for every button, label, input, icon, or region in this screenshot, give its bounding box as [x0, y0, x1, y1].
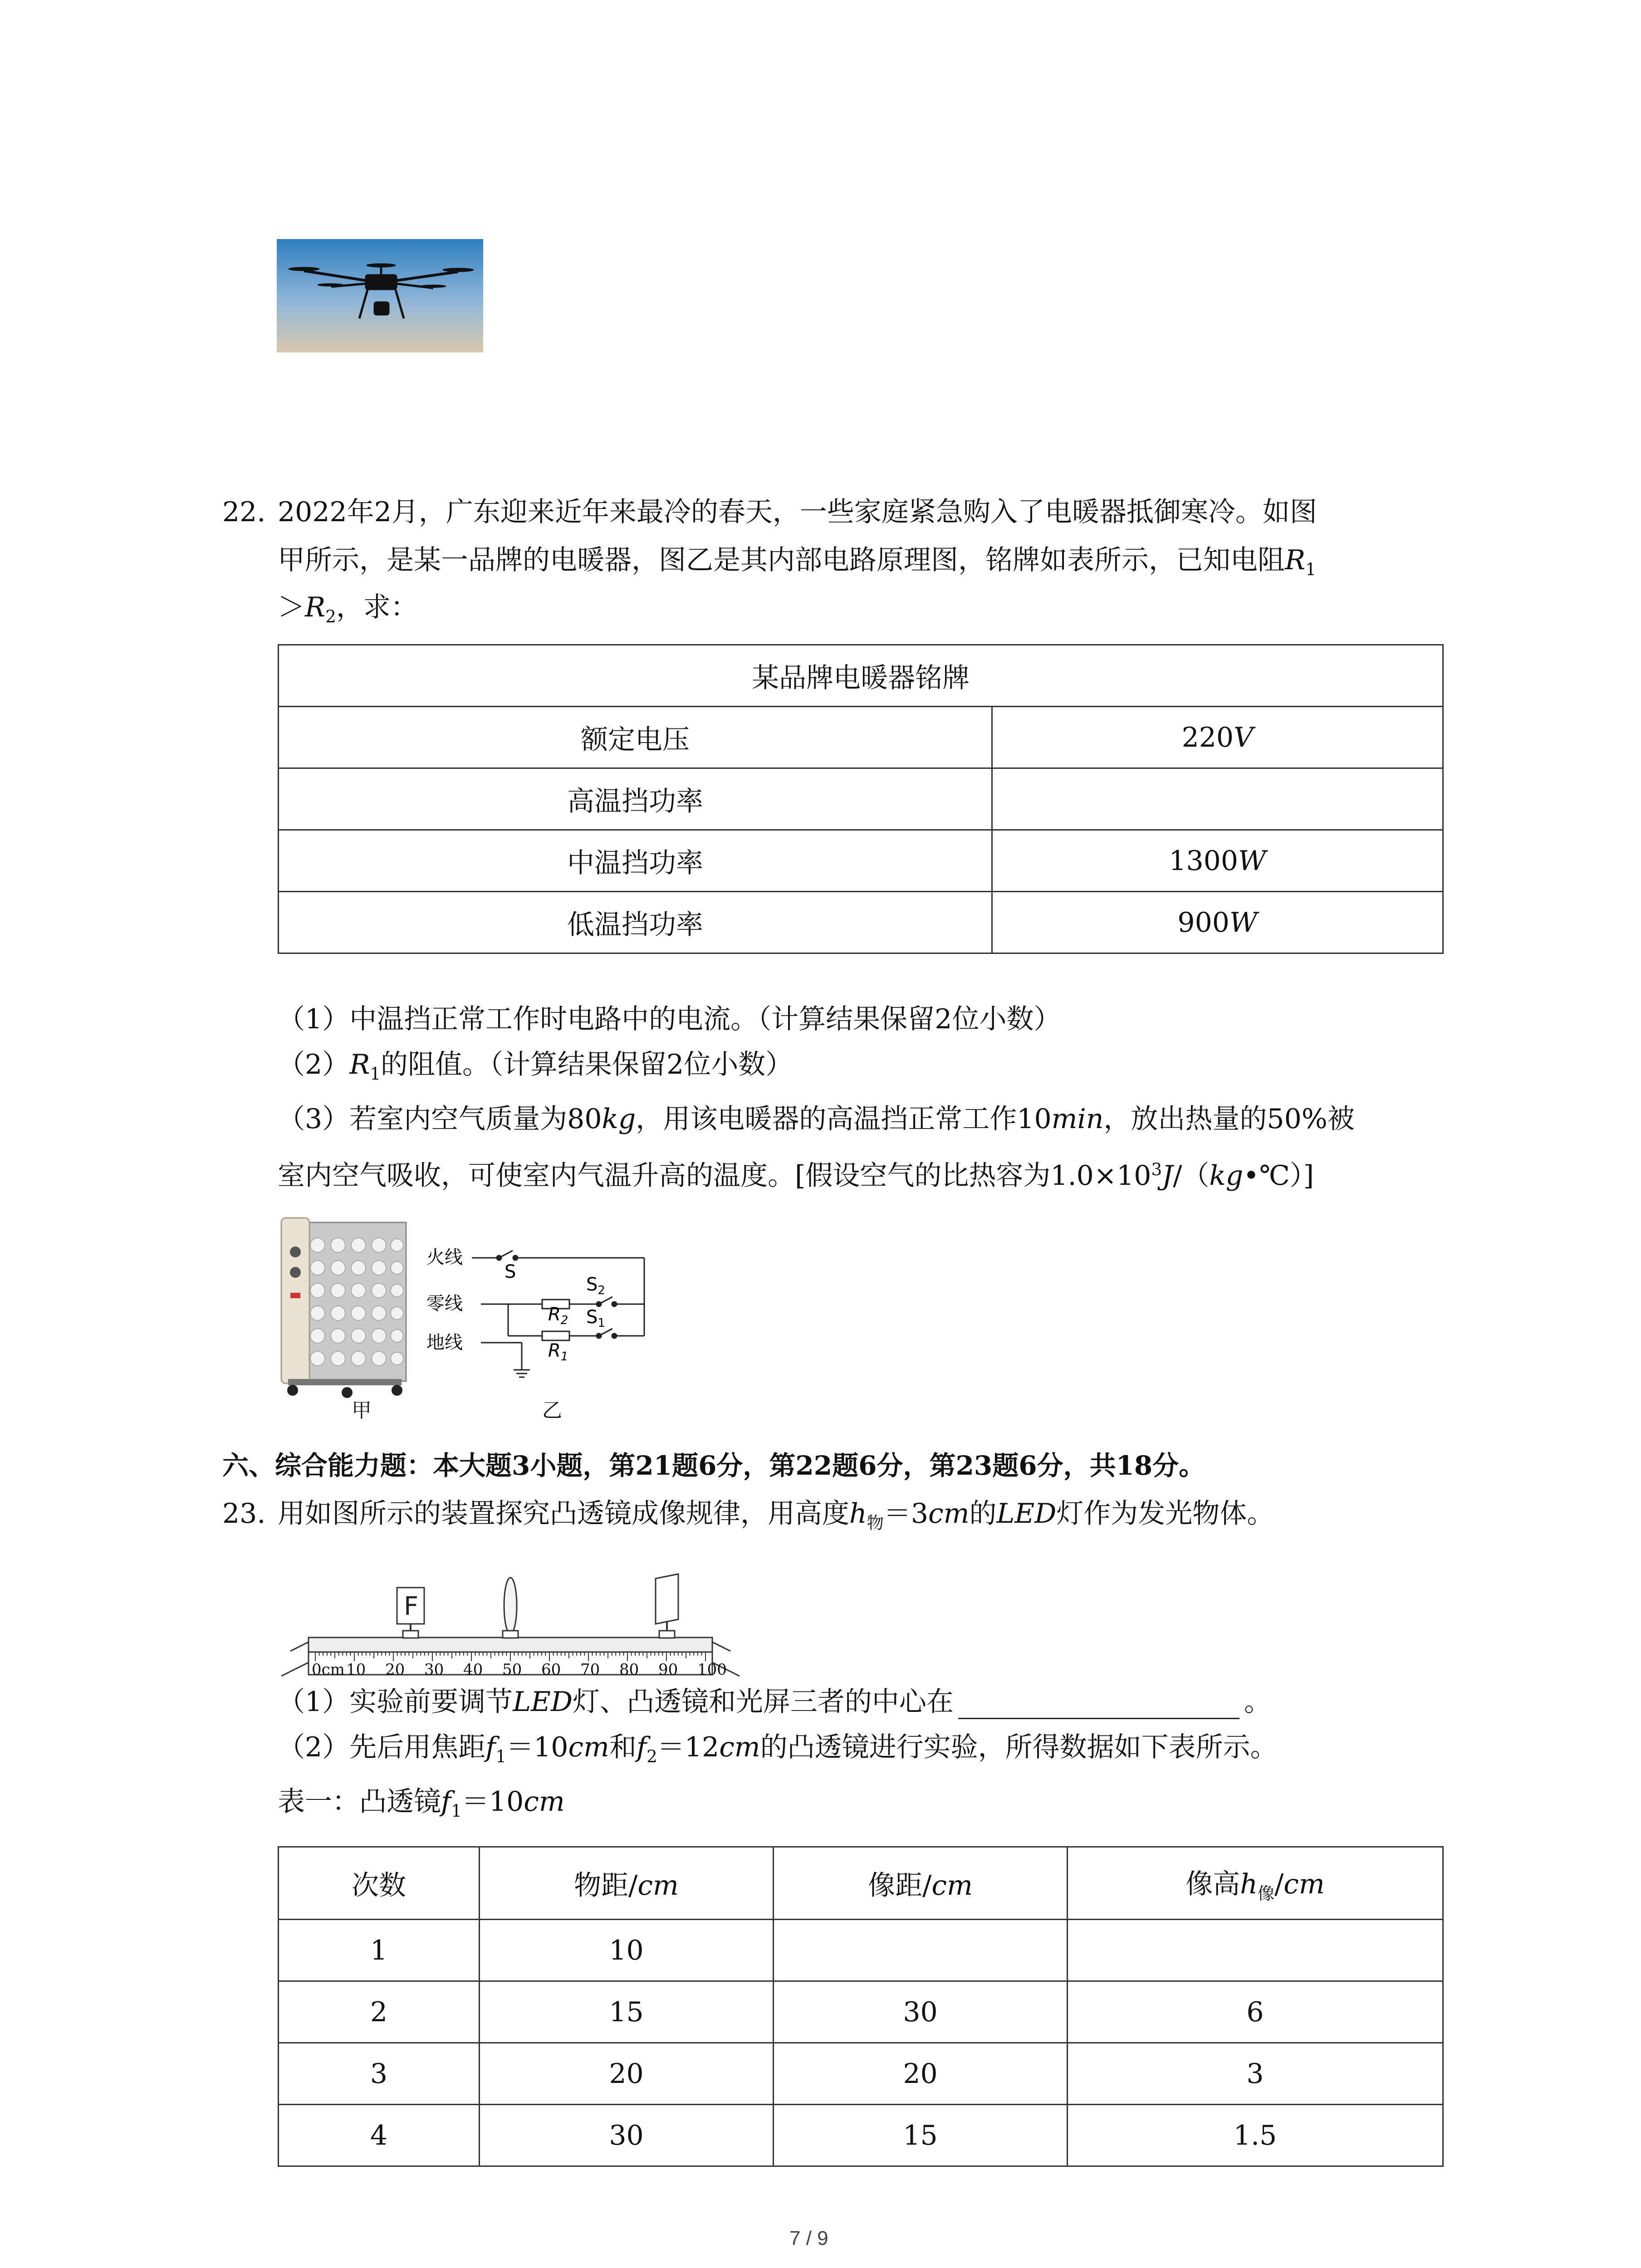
q22-sub2: $(2)R_1$的阻值。（计算结果保留2位小数） [278, 1049, 793, 1084]
q22-line1: 2022年2月，广东迎来近年来最冷的春天，一些家庭紧急购入了电暖器抵御寒冷。如图 [278, 496, 1317, 528]
table-row: 2 15 30 6 [279, 1981, 1443, 2043]
fig-label-yi: 乙 [542, 1399, 562, 1422]
answer-blank[interactable] [958, 1691, 1239, 1719]
label-live: 火线 [426, 1247, 463, 1268]
light-screen [656, 1574, 678, 1624]
q22-sub3-line1: （3）若室内空气质量为80kg，用该电暖器的高温挡正常工作10min，放出热量的50%被 [278, 1103, 1355, 1135]
q23-number: 23. [222, 1498, 266, 1530]
convex-lens [504, 1578, 517, 1634]
q22-line2: 甲所示，是某一品牌的电暖器，图乙是其内部电路原理图，铭牌如表所示，已知电阻$R_1$ [278, 544, 1316, 579]
ruler-label: 40 [463, 1661, 483, 1679]
label-switch-s2: $S_2$ [586, 1274, 605, 1297]
page-number: 7 / 9 [789, 2227, 828, 2249]
table-header-row: 次数 物距/cm 像距/cm 像高$h_像/cm$ [279, 1847, 1443, 1920]
q22-sub3-line2: 室内空气吸收，可使室内气温升高的温度。[假设空气的比热容为$1.0\times 10^3J/(kg•℃)$] [278, 1159, 1314, 1192]
label-switch-s: S [505, 1261, 516, 1282]
label-r1: $R_1$ [548, 1340, 568, 1364]
ruler-label: 80 [619, 1661, 639, 1679]
q22-sub1: （1）中温挡正常工作时电路中的电流。（计算结果保留2位小数） [278, 1003, 1061, 1035]
drone-photo [277, 239, 483, 352]
label-neutral: 零线 [426, 1293, 463, 1314]
table-row: 高温挡功率 [279, 768, 1443, 830]
q22-line3: $>R_2$，求： [278, 591, 418, 626]
table-caption: 表一：凸透镜$f_1=10cm$ [278, 1786, 565, 1821]
q22-number: 22. [222, 496, 266, 528]
fig-label-jia: 甲 [352, 1399, 372, 1422]
table-row: 额定电压 220V [279, 707, 1443, 768]
ruler-label: 10 [346, 1661, 366, 1679]
table-row: 1 10 [279, 1920, 1443, 1981]
lens-data-table [278, 1846, 1444, 2167]
ruler-label: 50 [502, 1661, 522, 1679]
q23-sub1: （1）实验前要调节LED灯、凸透镜和光屏三者的中心在 。 [278, 1685, 1271, 1719]
ruler-label: 100 [697, 1661, 727, 1679]
q23-sub2: （2）先后用焦距$f_1=10cm$和$f_2=12cm$的凸透镜进行实验，所得数据如下表所示。 [278, 1731, 1278, 1766]
nameplate-table [278, 644, 1444, 954]
ruler-label: 20 [385, 1661, 405, 1679]
label-r2: $R_2$ [548, 1304, 568, 1327]
nameplate-title: 某品牌电暖器铭牌 [279, 645, 1443, 707]
table-row: 低温挡功率 900W [279, 892, 1443, 953]
table-row: 中温挡功率 1300W [279, 830, 1443, 892]
ruler-label: 60 [541, 1661, 561, 1679]
table-row: 4 30 15 1.5 [279, 2105, 1443, 2166]
heater-figure [279, 1209, 411, 1408]
ruler-label: 70 [580, 1661, 600, 1679]
table-row: 3 20 20 3 [279, 2043, 1443, 2105]
circuit-diagram [426, 1245, 662, 1395]
section-heading: 六、综合能力题：本大题3小题，第21题6分，第22题6分，第23题6分，共18分。 [222, 1450, 1205, 1481]
q23-line1: 用如图所示的装置探究凸透镜成像规律，用高度$h_物=3cm$的LED灯作为发光物体。 [278, 1498, 1274, 1533]
label-ground: 地线 [426, 1332, 463, 1353]
ruler-label: 30 [424, 1661, 444, 1679]
ruler-label: 90 [658, 1661, 678, 1679]
label-switch-s1: $S_1$ [586, 1307, 605, 1330]
led-letter: F [404, 1592, 419, 1621]
optical-bench [281, 1560, 740, 1696]
ruler-label: 0cm [312, 1661, 345, 1679]
